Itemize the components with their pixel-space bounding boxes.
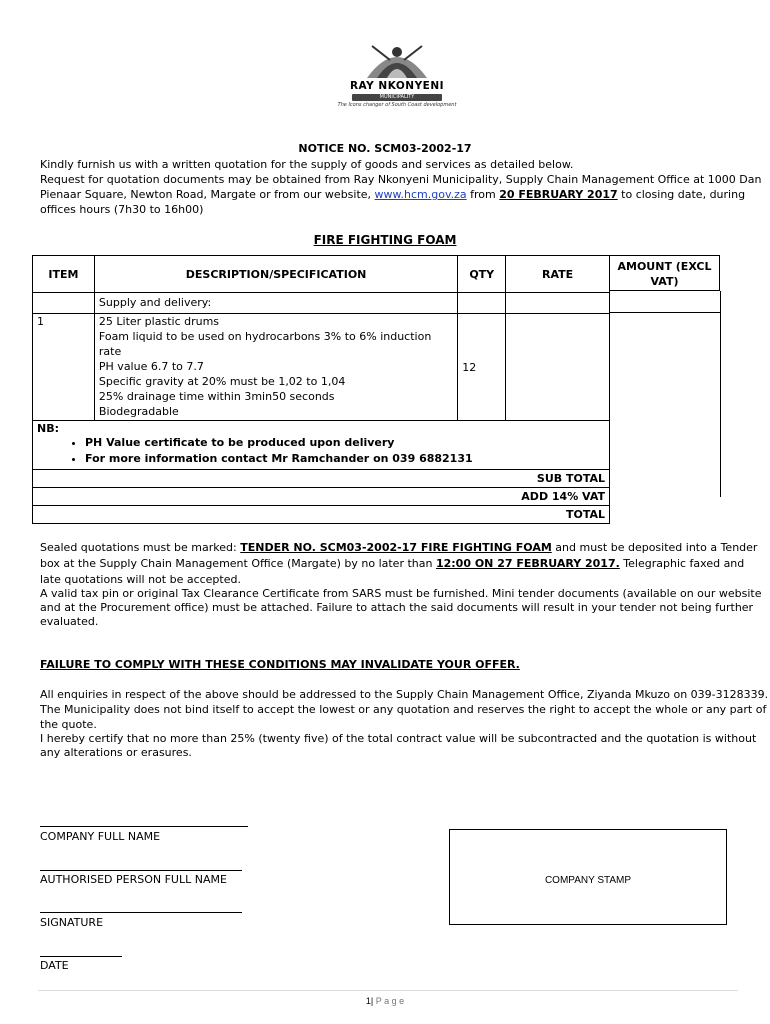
spec-line: Foam liquid to be used on hydrocarbons 3% to 6% induction rate xyxy=(98,330,432,358)
signature-line xyxy=(40,912,242,913)
spec-cell xyxy=(94,314,457,421)
authorised-name-label: AUTHORISED PERSON FULL NAME xyxy=(40,873,227,886)
empty-cell xyxy=(506,293,610,314)
notice-line1: Kindly furnish us with a written quotation for the supply of goods and services as detailed below. xyxy=(40,158,574,171)
nb-item: • PH Value certificate to be produced upon delivery xyxy=(85,435,605,451)
qty-value: 12 xyxy=(458,314,506,421)
date-line xyxy=(40,956,122,957)
spec-line: 25 Liter plastic drums xyxy=(98,315,220,328)
sealed-line1 xyxy=(40,540,757,555)
nb-cell xyxy=(33,421,610,470)
spec-line: 25% drainage time within 3min50 seconds xyxy=(98,390,335,403)
tender-number: TENDER NO. SCM03-2002-17 FIRE FIGHTING FOAM xyxy=(240,541,552,554)
nb-label: NB: xyxy=(37,422,59,435)
logo-sub: MUNICIPALITY xyxy=(352,94,442,101)
sealed-a: Sealed quotations must be marked: xyxy=(40,541,237,554)
municipality-logo xyxy=(312,38,482,110)
header-item: ITEM xyxy=(33,256,95,293)
total-label: TOTAL xyxy=(33,506,610,524)
page-number: 1 xyxy=(365,996,371,1006)
logo-tagline: The Icons changer of South Coast development xyxy=(337,102,457,108)
sealed-b: and must be deposited into a Tender xyxy=(555,541,758,554)
notice-line4: offices hours (7h30 to 16h00) xyxy=(40,203,204,216)
deadline: 12:00 ON 27 FEBRUARY 2017. xyxy=(435,557,620,570)
sealed-line3: late quotations will not be accepted. xyxy=(40,573,241,586)
enquiry-line: any alterations or erasures. xyxy=(40,746,192,759)
header-qty: QTY xyxy=(458,256,506,293)
section-title: FIRE FIGHTING FOAM xyxy=(313,233,457,247)
failure-warning: FAILURE TO COMPLY WITH THESE CONDITIONS MAY INVALIDATE YOUR OFFER. xyxy=(40,658,520,671)
amount-column-border xyxy=(720,291,721,497)
amount-row-divider xyxy=(610,312,720,313)
company-stamp-box xyxy=(449,829,727,925)
quotation-table xyxy=(32,255,610,524)
footer-divider xyxy=(38,990,738,991)
notice-line3 xyxy=(40,187,745,202)
page-footer xyxy=(0,996,770,1006)
spec-line: Specific gravity at 20% must be 1,02 to 1,04 xyxy=(98,375,346,388)
authorised-name-line xyxy=(40,870,242,871)
notice-line3-a: Pienaar Square, Newton Road, Margate or from our website, xyxy=(40,188,372,201)
spec-line: PH value 6.7 to 7.7 xyxy=(98,360,204,373)
nb-item: • For more information contact Mr Ramchander on 039 6882131 xyxy=(85,451,605,467)
enquiry-line: the quote. xyxy=(40,718,97,731)
page-separator: | xyxy=(370,996,374,1006)
enquiry-line: I hereby certify that no more than 25% (twenty five) of the total contract value will be subcontracted and the quotation is without xyxy=(40,732,757,745)
empty-cell xyxy=(458,293,506,314)
signature-label: SIGNATURE xyxy=(40,916,104,929)
notice-line2: Request for quotation documents may be obtained from Ray Nkonyeni Municipality, Supply Chain Management Office at 1000 Dan xyxy=(40,173,762,186)
sealed-line6: evaluated. xyxy=(40,615,99,628)
page-label: P a g e xyxy=(375,996,405,1006)
company-name-label: COMPANY FULL NAME xyxy=(40,830,161,843)
notice-title: NOTICE NO. SCM03-2002-17 xyxy=(298,142,472,155)
sealed-c: box at the Supply Chain Management Office (Margate) by no later than xyxy=(40,557,433,570)
date-label: DATE xyxy=(40,959,69,972)
sealed-line2 xyxy=(40,556,744,571)
notice-line3-c: to closing date, during xyxy=(621,188,746,201)
company-stamp-label: COMPANY STAMP xyxy=(544,875,632,886)
nb-list xyxy=(37,435,605,467)
vat-label: ADD 14% VAT xyxy=(33,488,610,506)
enquiry-line: All enquiries in respect of the above should be addressed to the Supply Chain Management Office, Ziyanda Mkuzo on 039-3128339. xyxy=(40,688,769,701)
sub-total-label: SUB TOTAL xyxy=(33,470,610,488)
company-name-line xyxy=(40,826,248,827)
header-amount: AMOUNT (EXCL VAT) xyxy=(610,255,720,291)
notice-line3-b: from xyxy=(470,188,496,201)
item-number: 1 xyxy=(33,314,95,421)
sealed-line5: and at the Procurement office) must be attached. Failure to attach the said documents will result in your tender not being further xyxy=(40,601,754,614)
rate-value xyxy=(506,314,610,421)
header-rate: RATE xyxy=(506,256,610,293)
logo-name: RAY NKONYENI xyxy=(349,80,445,92)
website-link[interactable]: www.hcm.gov.za xyxy=(374,188,467,201)
supply-label: Supply and delivery: xyxy=(94,293,457,314)
logo-emblem-icon xyxy=(312,38,482,80)
spec-line: Biodegradable xyxy=(98,405,179,418)
sealed-line4: A valid tax pin or original Tax Clearance Certificate from SARS must be furnished. Mini tender documents (available on our website xyxy=(40,587,762,600)
header-description: DESCRIPTION/SPECIFICATION xyxy=(94,256,457,293)
sealed-d: Telegraphic faxed and xyxy=(623,557,745,570)
empty-cell xyxy=(33,293,95,314)
enquiry-line: The Municipality does not bind itself to accept the lowest or any quotation and reserves the right to accept the whole or any part of xyxy=(40,703,767,716)
date-from: 20 FEBRUARY 2017 xyxy=(499,188,618,201)
